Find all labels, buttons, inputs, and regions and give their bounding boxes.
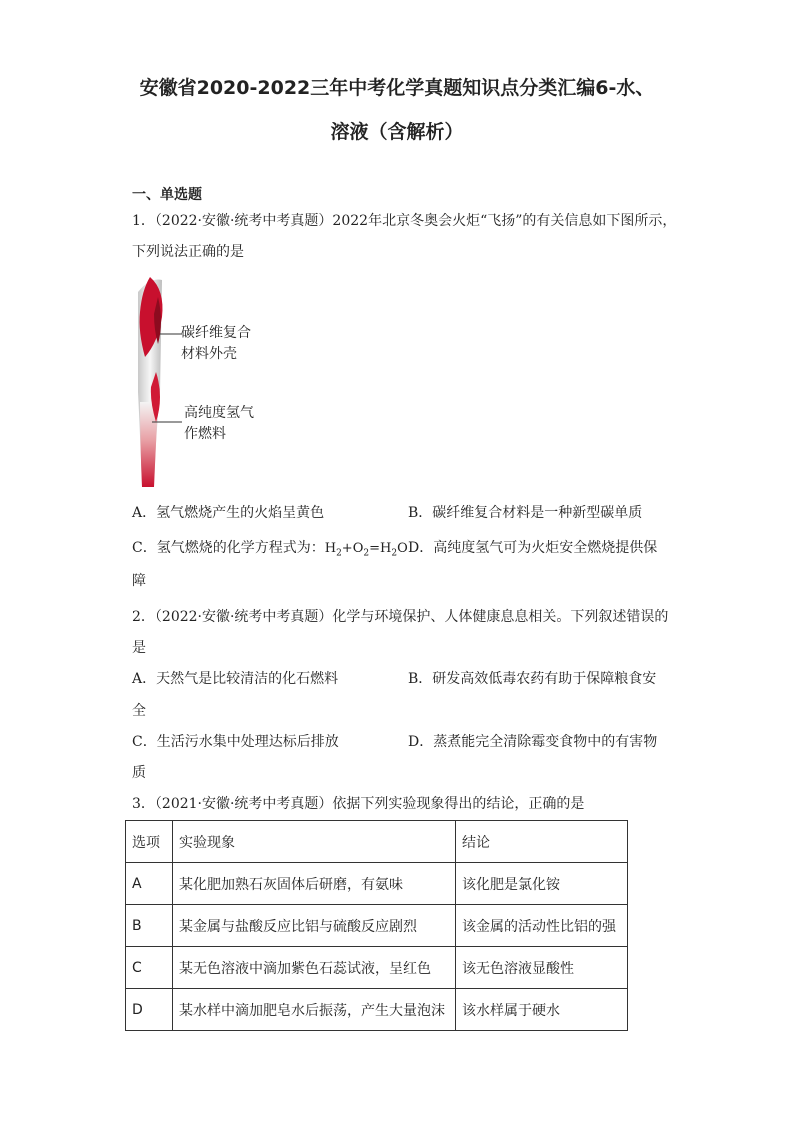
- row-phenomenon: 某金属与盐酸反应比铝与硫酸反应剧烈: [173, 905, 456, 947]
- q2-option-d: D．蒸煮能完全清除霉变食物中的有害物: [408, 734, 658, 750]
- row-conclusion: 该无色溶液显酸性: [456, 947, 628, 989]
- row-phenomenon: 某无色溶液中滴加紫色石蕊试液，呈红色: [173, 947, 456, 989]
- q2-option-b-cont: 全: [132, 703, 146, 719]
- q2-line-2: 是: [132, 640, 146, 656]
- q2-option-d-cont: 质: [132, 765, 146, 781]
- q1-option-b: B．碳纤维复合材料是一种新型碳单质: [408, 505, 643, 521]
- fuel-label-line-2: 作燃料: [184, 426, 226, 442]
- document-title: [100, 66, 694, 154]
- section-heading: 一、单选题: [132, 187, 202, 203]
- q1-option-a: A．氢气燃烧产生的火焰呈黄色: [132, 505, 325, 521]
- title-line-2: 溶液（含解析）: [330, 121, 464, 143]
- q2-option-c: C．生活污水集中处理达标后排放: [132, 734, 339, 750]
- q2-option-a: A．天然气是比较清洁的化石燃料: [132, 671, 339, 687]
- fuel-label-line-1: 高纯度氢气: [184, 405, 254, 421]
- row-conclusion: 该金属的活动性比铝的强: [456, 905, 628, 947]
- row-phenomenon: 某化肥加熟石灰固体后研磨，有氨味: [173, 863, 456, 905]
- table-row: [126, 905, 628, 947]
- shell-label-line-2: 材料外壳: [181, 346, 237, 362]
- q3-line-1: 3．（2021·安徽·统考中考真题）依据下列实验现象得出的结论，正确的是: [132, 796, 585, 812]
- torch-image: [120, 272, 280, 494]
- fuel-label: [184, 403, 254, 445]
- row-phenomenon: 某水样中滴加肥皂水后振荡，产生大量泡沫: [173, 989, 456, 1031]
- title-line-1: 安徽省2020-2022三年中考化学真题知识点分类汇编6-水、: [139, 77, 655, 99]
- row-option: C: [126, 947, 173, 989]
- q1-option-c-text: C．氢气燃烧的化学方程式为：: [132, 540, 325, 556]
- q1-line-1: 1．（2022·安徽·统考中考真题）2022年北京冬奥会火炬“飞扬”的有关信息如下图所示，: [132, 213, 677, 229]
- header-conclusion: 结论: [456, 821, 628, 863]
- q2-option-b: B．研发高效低毒农药有助于保障粮食安: [408, 671, 657, 687]
- q1-option-c: [132, 533, 408, 570]
- shell-label: [181, 323, 251, 365]
- q2-line-1: 2．（2022·安徽·统考中考真题）化学与环境保护、人体健康息息相关。下列叙述错误的: [132, 609, 669, 625]
- row-option: D: [126, 989, 173, 1031]
- header-phenomenon: 实验现象: [173, 821, 456, 863]
- q1-option-d-cont: 障: [132, 573, 146, 589]
- question-1: [132, 206, 677, 268]
- row-conclusion: 该化肥是氯化铵: [456, 863, 628, 905]
- header-option: 选项: [126, 821, 173, 863]
- question-3: [132, 789, 672, 820]
- question-2: [132, 602, 672, 664]
- table-header-row: [126, 821, 628, 863]
- table-row: [126, 989, 628, 1031]
- q1-option-d: D．高纯度氢气可为火炬安全燃烧提供保: [408, 540, 658, 556]
- row-option: B: [126, 905, 173, 947]
- experiment-table: [125, 820, 628, 1031]
- shell-label-line-1: 碳纤维复合: [181, 325, 251, 341]
- table-row: [126, 863, 628, 905]
- q1-equation: $H_2+O_2=H_2O$: [324, 541, 408, 559]
- row-option: A: [126, 863, 173, 905]
- q1-line-2: 下列说法正确的是: [132, 244, 244, 260]
- table-row: [126, 947, 628, 989]
- row-conclusion: 该水样属于硬水: [456, 989, 628, 1031]
